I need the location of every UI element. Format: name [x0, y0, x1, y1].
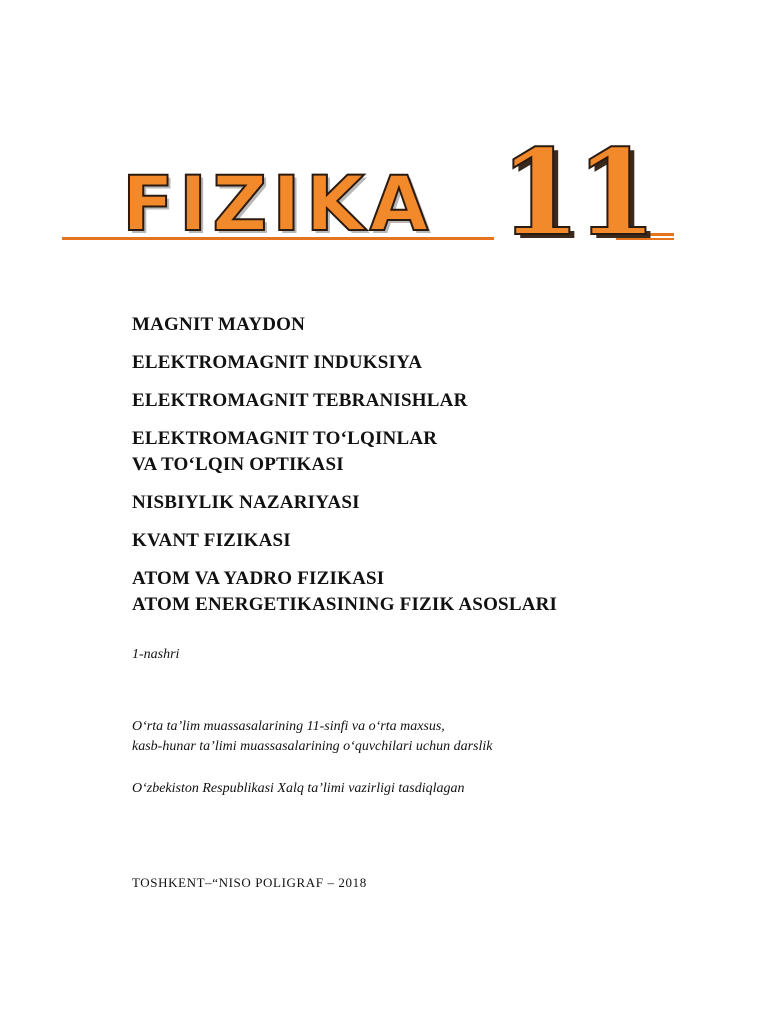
description-line: O‘rta ta’lim muassasalarining 11-sinfi va o‘rta maxsus,: [132, 719, 445, 734]
topic-item: [132, 426, 732, 478]
topic-line: ATOM VA YADRO FIZIKASI: [132, 568, 385, 589]
topic-item: [132, 388, 732, 414]
topic-line: ATOM ENERGETIKASINING FIZIK ASOSLARI: [132, 594, 558, 615]
topic-line: ELEKTROMAGNIT TEBRANISHLAR: [132, 390, 468, 411]
grade-number: 11: [499, 123, 652, 262]
topic-line: ELEKTROMAGNIT INDUKSIYA: [132, 352, 423, 373]
topic-item: [132, 490, 732, 516]
description-line: kasb-hunar ta’limi muassasalarining o‘quvchilari uchun darslik: [132, 739, 493, 754]
audience-description: [132, 717, 692, 757]
topic-line: NISBIYLIK NAZARIYASI: [132, 492, 360, 513]
book-title: FIZIKA: [122, 159, 434, 248]
topic-line: ELEKTROMAGNIT TO‘LQINLAR: [132, 428, 438, 449]
topic-line: MAGNIT MAYDON: [132, 314, 306, 335]
topic-item: [132, 528, 732, 554]
topic-line: KVANT FIZIKASI: [132, 530, 291, 551]
publisher-imprint: TOSHKENT–“NISO POLIGRAF – 2018: [132, 875, 367, 890]
topic-line: VA TO‘LQIN OPTIKASI: [132, 454, 344, 475]
approval-note: O‘zbekiston Respublikasi Xalq ta’limi vazirligi tasdiqlagan: [132, 781, 465, 796]
topic-item: [132, 350, 732, 376]
topic-item: [132, 312, 732, 338]
topic-item: [132, 566, 732, 618]
topic-list: [132, 312, 732, 630]
edition-label: 1-nashri: [132, 647, 180, 662]
